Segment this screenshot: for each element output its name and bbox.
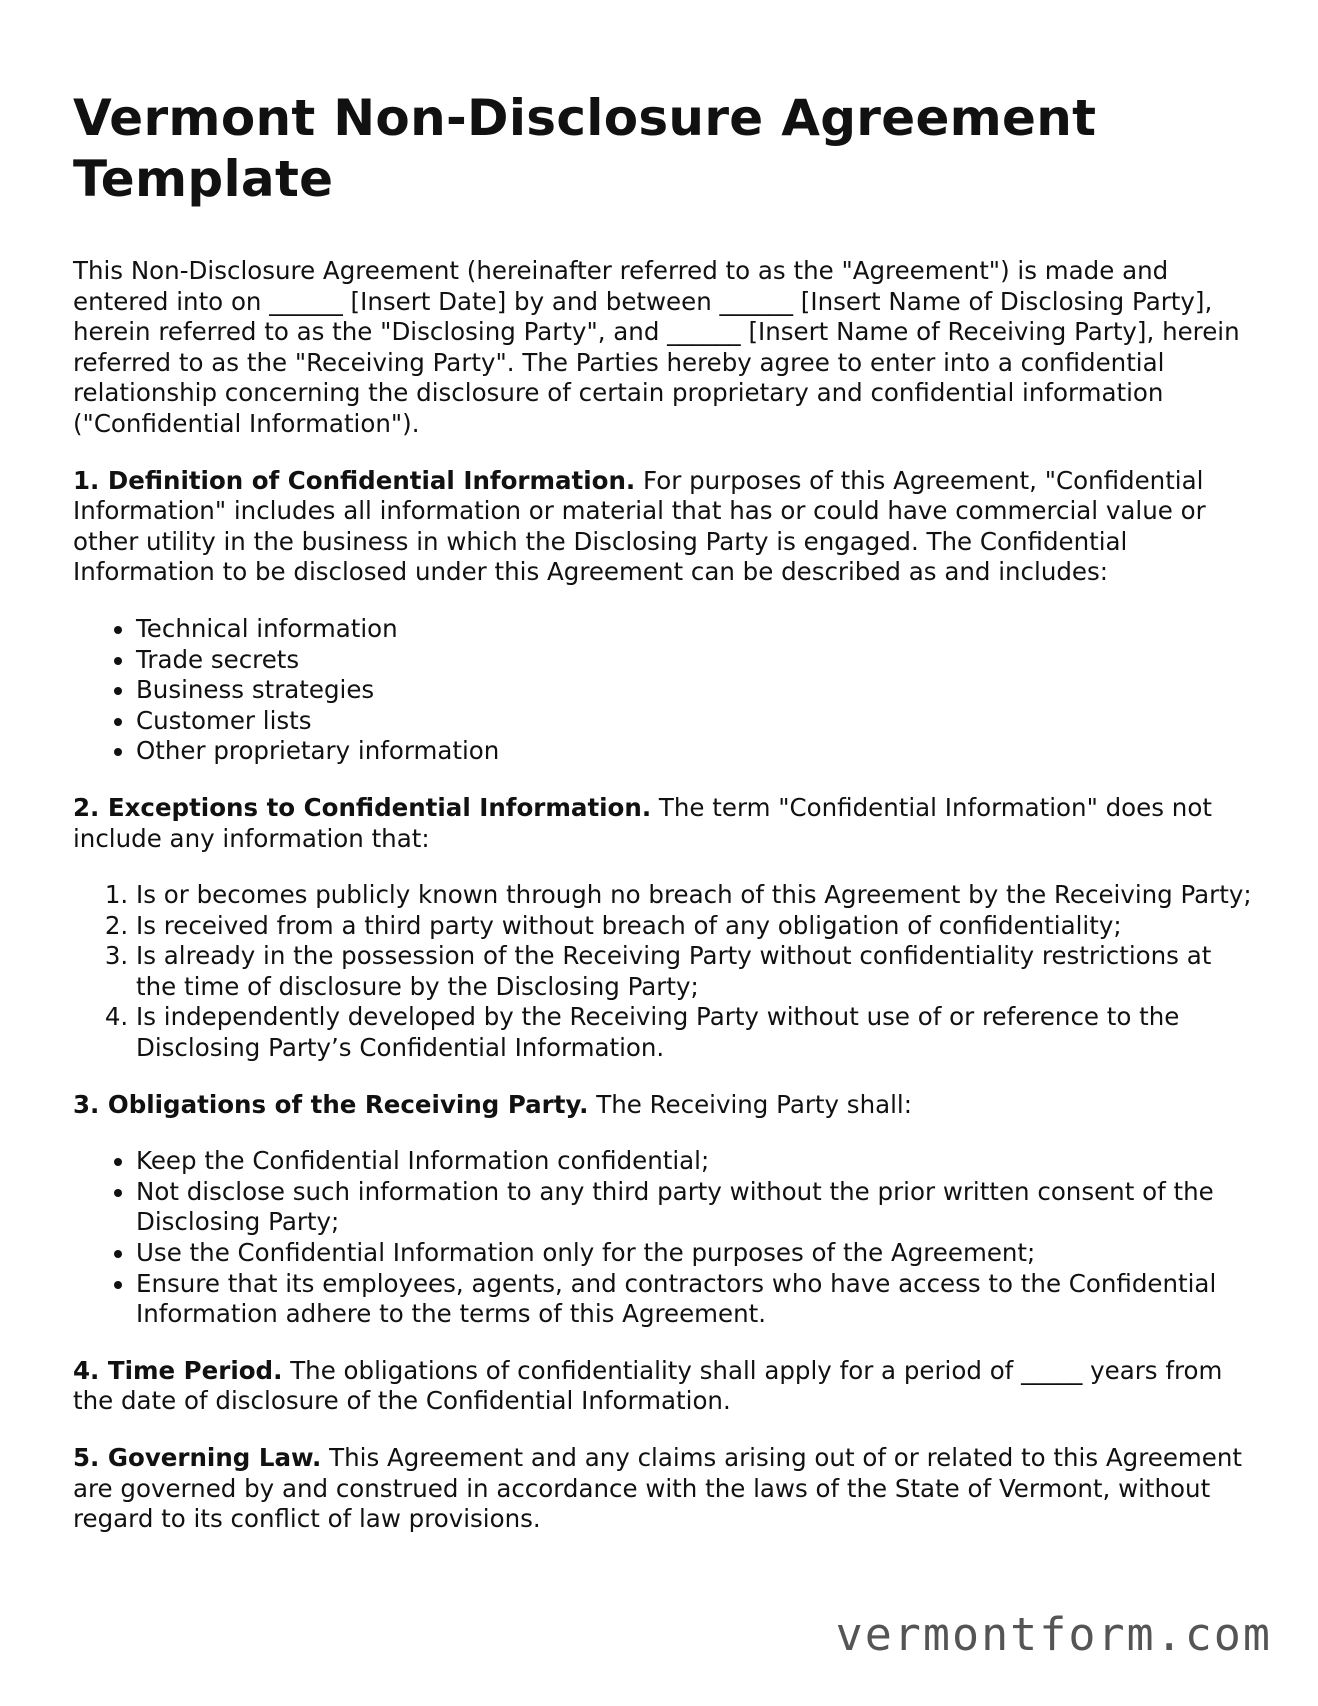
section-heading: 5. Governing Law. bbox=[73, 1443, 322, 1472]
list-item: • Keep the Confidential Information confidential; bbox=[136, 1146, 1253, 1177]
definition-list bbox=[73, 614, 1253, 767]
list-item: • Other proprietary information bbox=[136, 736, 1253, 767]
list-item: • Use the Confidential Information only for the purposes of the Agreement; bbox=[136, 1238, 1253, 1269]
section-exceptions bbox=[73, 793, 1253, 854]
list-item: • Technical information bbox=[136, 614, 1253, 645]
document-title: Vermont Non-Disclosure Agreement Template bbox=[73, 89, 1097, 208]
section-heading: 4. Time Period. bbox=[73, 1355, 283, 1385]
section-heading: 2. Exceptions to Confidential Information. bbox=[73, 792, 652, 822]
list-item: • Trade secrets bbox=[136, 645, 1253, 676]
list-item: • Ensure that its employees, agents, and contractors who have access to the Confidential Information adhere to the terms of this Agreement. bbox=[136, 1269, 1253, 1330]
section-text: The Receiving Party shall: bbox=[588, 1089, 912, 1119]
list-item: 3. Is already in the possession of the Receiving Party without confidentiality restrictions at the time of disclosure by the Disclosing Party; bbox=[136, 941, 1253, 1002]
list-item: • Not disclose such information to any third party without the prior written consent of the Disclosing Party; bbox=[136, 1177, 1253, 1238]
section-time-period bbox=[73, 1356, 1253, 1417]
list-item: • Customer lists bbox=[136, 706, 1253, 737]
list-item: 4. Is independently developed by the Receiving Party without use of or reference to the Disclosing Party’s Confidential Information. bbox=[136, 1002, 1253, 1063]
section-heading: 3. Obligations of the Receiving Party. bbox=[73, 1089, 589, 1119]
section-text: For purposes of this Agreement, "Confidential Information" includes all information or material that has or could have commercial value or other utility in the business in which the Disclosing Party is engaged. The Confidential Information to be disclosed under this Agreement can be described as and includes: bbox=[73, 465, 1206, 587]
list-item: 1. Is or becomes publicly known through no breach of this Agreement by the Receiving Party; bbox=[136, 880, 1253, 911]
list-item: 2. Is received from a third party without breach of any obligation of confidentiality; bbox=[136, 911, 1253, 942]
section-heading: 1. Definition of Confidential Information. bbox=[73, 465, 636, 495]
section-obligations bbox=[73, 1090, 1253, 1121]
section-definition bbox=[73, 466, 1253, 588]
obligations-list bbox=[73, 1146, 1253, 1330]
section-governing-law bbox=[73, 1443, 1253, 1535]
section-text: This Agreement and any claims arising out of or related to this Agreement are governed by and construed in accordance with the laws of the State of Vermont, without regard to its conflict of law provisions. bbox=[73, 1443, 1242, 1534]
section-text: The obligations of confidentiality shall apply for a period of _____ years from the date of disclosure of the Confidential Information. bbox=[73, 1355, 1223, 1416]
document-page bbox=[73, 88, 1253, 1561]
intro-paragraph: This Non-Disclosure Agreement (hereinafter referred to as the "Agreement") is made and entered into on ______ [Insert Date] by and between ______ [Insert Name of Disclosing Party], herein referred to as the "Disclosing Party", and ______ [Insert Name of Receiving Party], herein referred to as the "Receiving Party". The Parties hereby agree to enter into a confidential relationship concerning the disclosure of certain proprietary and confidential information ("Confidential Information"). bbox=[73, 256, 1240, 438]
site-watermark: vermontform.com bbox=[835, 1608, 1272, 1661]
exceptions-list bbox=[73, 880, 1253, 1064]
list-item: • Business strategies bbox=[136, 675, 1253, 706]
section-text: The term "Confidential Information" does not include any information that: bbox=[73, 792, 1212, 853]
